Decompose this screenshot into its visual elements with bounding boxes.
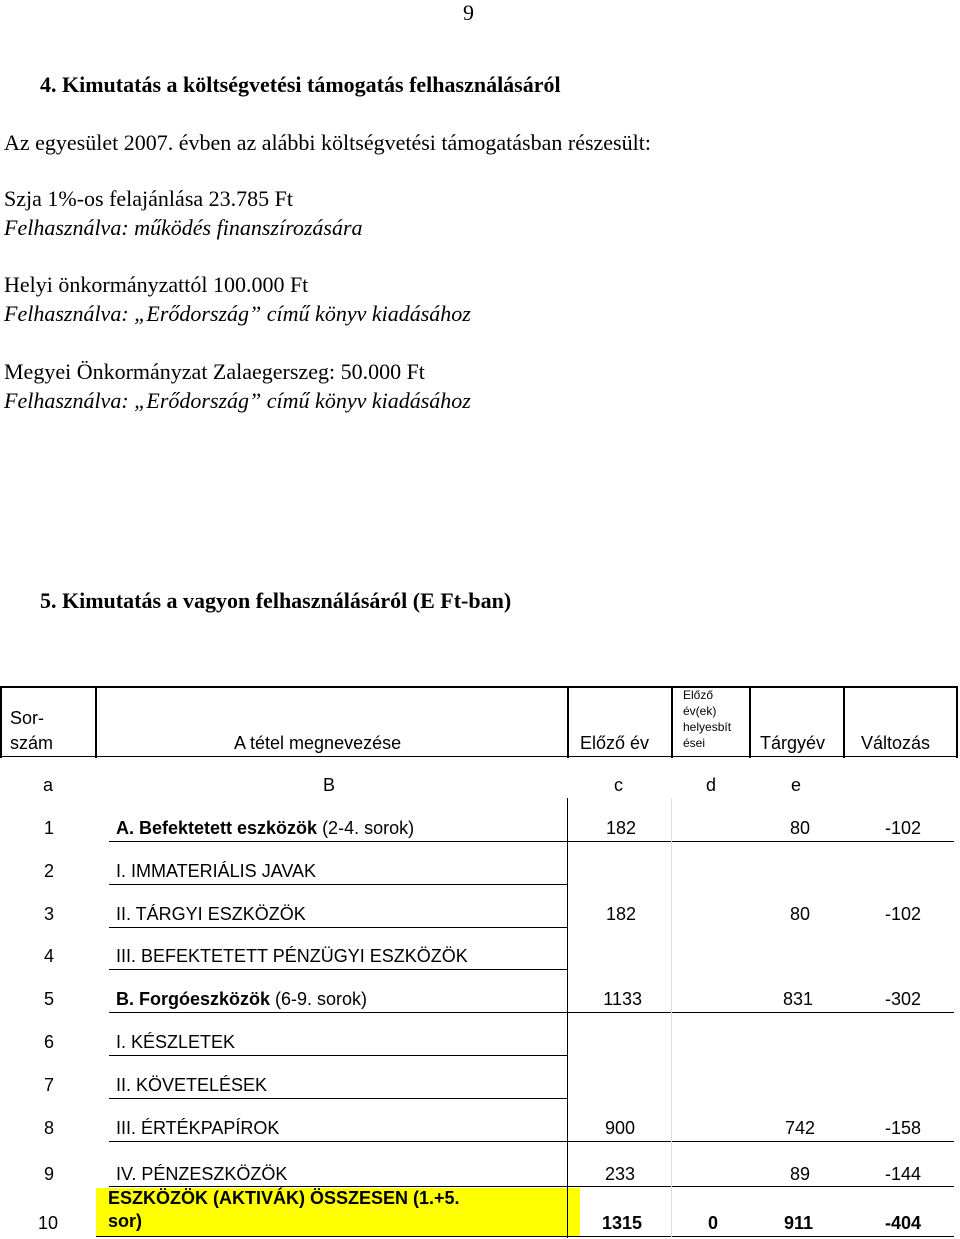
section-4-title: 4. Kimutatás a költségvetési támogatás felhasználásáról <box>40 72 561 97</box>
row-4-underline <box>109 969 568 970</box>
row-1-label-rest: (2-4. sorok) <box>317 818 415 838</box>
row-5-previous: 1133 <box>603 989 642 1009</box>
header-item-name: A tétel megnevezése <box>234 733 402 753</box>
row-3-previous: 182 <box>605 904 636 924</box>
funding-usage-1: Felhasználva: működés finanszírozására <box>4 215 363 240</box>
row-1-label-bold: A. Befektetett eszközök <box>116 818 318 838</box>
section-5-title: 5. Kimutatás a vagyon felhasználásáról (E Ft-ban) <box>40 588 512 613</box>
row-1-label <box>116 818 414 839</box>
row-8-current: 742 <box>784 1118 815 1138</box>
row-5-change: -302 <box>884 989 921 1009</box>
total-adjustments: 0 <box>707 1213 718 1233</box>
row-4-label: III. BEFEKTETETT PÉNZÜGYI ESZKÖZÖK <box>116 946 468 966</box>
row-8-change: -158 <box>884 1118 921 1138</box>
header-adjustments-2: év(ek) <box>683 704 717 718</box>
row-3-change: -102 <box>884 904 921 924</box>
row-5-current: 831 <box>782 989 813 1009</box>
row-5-underline <box>109 1012 954 1013</box>
asset-usage-table <box>0 686 958 1238</box>
row-7-label: II. KÖVETELÉSEK <box>116 1075 268 1095</box>
row-9-label: IV. PÉNZESZKÖZÖK <box>116 1164 288 1184</box>
header-adjustments-1: Előző <box>683 688 714 702</box>
row-9-number: 9 <box>44 1164 55 1184</box>
funding-usage-3: Felhasználva: „Erődország” című könyv kiadásához <box>4 388 471 413</box>
header-col-border-3 <box>671 686 673 758</box>
header-current-year: Tárgyév <box>760 733 826 753</box>
header-previous-year: Előző év <box>580 733 650 753</box>
letter-c: c <box>614 775 623 795</box>
row-8-number: 8 <box>44 1118 55 1138</box>
row-5-label <box>116 989 367 1010</box>
row-7-number: 7 <box>44 1075 55 1095</box>
page-number: 9 <box>463 0 474 25</box>
header-change: Változás <box>861 733 931 753</box>
row-5-label-bold: B. Forgóeszközök <box>116 989 271 1009</box>
letter-e: e <box>791 775 802 795</box>
total-label-line-1: ESZKÖZÖK (AKTIVÁK) ÖSSZESEN (1.+5. <box>108 1188 460 1208</box>
row-1-underline-label <box>109 841 568 842</box>
header-col-border-0 <box>0 686 2 758</box>
row-9-change: -144 <box>884 1164 921 1184</box>
header-col-border-2 <box>567 686 569 758</box>
funding-source-2: Helyi önkormányzattól 100.000 Ft <box>4 272 309 297</box>
row-9-underline <box>109 1186 954 1187</box>
header-col-border-6 <box>956 686 958 758</box>
row-1-change: -102 <box>884 818 921 838</box>
letter-b: B <box>323 775 336 795</box>
row-8-previous: 900 <box>604 1118 635 1138</box>
header-adjustments-3: helyesbít <box>683 720 732 734</box>
header-sorszam-2: szám <box>10 733 54 753</box>
total-previous: 1315 <box>601 1213 642 1233</box>
header-adjustments-4: ései <box>683 736 706 750</box>
header-col-border-1 <box>95 686 97 758</box>
row-7-underline <box>109 1098 568 1099</box>
row-1-number: 1 <box>44 818 55 838</box>
section-4-intro: Az egyesület 2007. évben az alábbi költségvetési támogatásban részesült: <box>4 130 651 155</box>
row-8-label: III. ÉRTÉKPAPÍROK <box>116 1118 280 1138</box>
row-2-number: 2 <box>44 861 55 881</box>
row-1-previous: 182 <box>605 818 636 838</box>
row-3-number: 3 <box>44 904 55 924</box>
header-col-border-4 <box>749 686 751 758</box>
row-10-number: 10 <box>38 1213 59 1233</box>
funding-source-3: Megyei Önkormányzat Zalaegerszeg: 50.000 Ft <box>4 359 425 384</box>
row-10-underline <box>96 1236 954 1237</box>
funding-usage-2: Felhasználva: „Erődország” című könyv kiadásához <box>4 301 471 326</box>
letter-d: d <box>706 775 717 795</box>
header-sorszam-1: Sor- <box>10 708 45 728</box>
row-2-underline <box>109 884 568 885</box>
row-5-label-rest: (6-9. sorok) <box>270 989 368 1009</box>
body-sep-prev <box>567 798 568 1238</box>
row-2-label: I. IMMATERIÁLIS JAVAK <box>116 861 317 881</box>
row-3-current: 80 <box>789 904 810 924</box>
row-9-current: 89 <box>789 1164 810 1184</box>
funding-source-1: Szja 1%-os felajánlása 23.785 Ft <box>4 186 293 211</box>
row-9-previous: 233 <box>604 1164 635 1184</box>
row-3-label: II. TÁRGYI ESZKÖZÖK <box>116 904 306 924</box>
header-bottom-border <box>0 756 958 757</box>
body-sep-adj <box>671 798 672 1238</box>
row-5-number: 5 <box>44 989 55 1009</box>
letter-a: a <box>43 775 54 795</box>
row-3-underline <box>109 927 568 928</box>
total-current: 911 <box>783 1213 813 1233</box>
row-6-underline <box>109 1055 568 1056</box>
row-4-number: 4 <box>44 946 55 966</box>
header-top-border <box>0 686 958 688</box>
row-8-underline <box>109 1141 954 1142</box>
row-6-label: I. KÉSZLETEK <box>116 1032 236 1052</box>
total-label-line-2: sor) <box>108 1211 143 1231</box>
total-change: -404 <box>884 1213 921 1233</box>
header-col-border-5 <box>843 686 845 758</box>
row-1-current: 80 <box>789 818 810 838</box>
row-6-number: 6 <box>44 1032 55 1052</box>
row-1-underline-values <box>568 841 954 842</box>
